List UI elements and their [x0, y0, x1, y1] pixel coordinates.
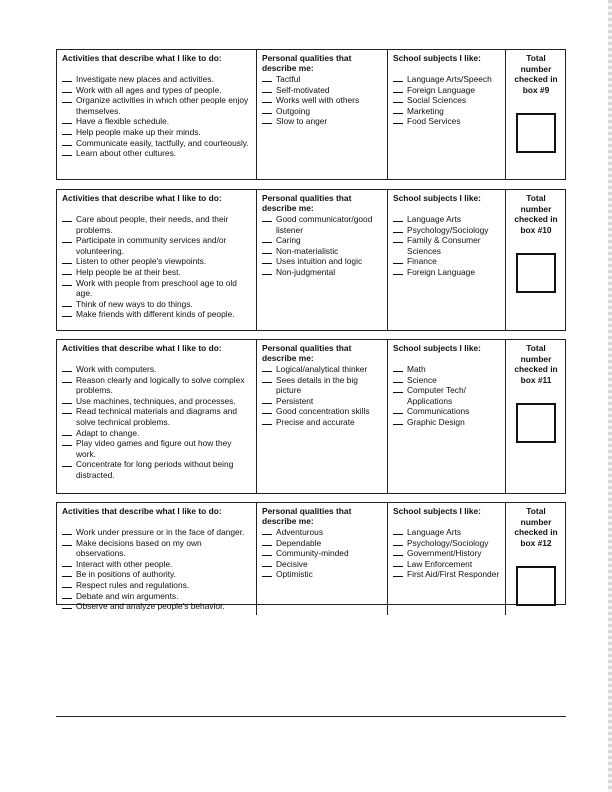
checkbox-blank[interactable] — [393, 548, 403, 556]
checkbox-blank[interactable] — [393, 267, 403, 275]
activity-item-label: Work under pressure or in the face of danger. — [76, 527, 245, 537]
subject-item-label: Foreign Language — [407, 266, 475, 277]
subject-item-label: Science — [407, 374, 437, 385]
subject-item — [393, 406, 501, 417]
quality-item — [262, 396, 383, 407]
checkbox-blank[interactable] — [62, 267, 72, 275]
checkbox-blank[interactable] — [393, 214, 403, 222]
checkbox-blank[interactable] — [262, 85, 272, 93]
quality-item-label: Works well with others — [276, 95, 360, 106]
section-box — [56, 189, 566, 331]
checkbox-blank[interactable] — [62, 299, 72, 307]
quality-item-label: Slow to anger — [276, 116, 328, 127]
checkbox-blank[interactable] — [262, 559, 272, 567]
activities-header: Activities that describe what I like to do: — [62, 506, 222, 516]
checkbox-blank[interactable] — [62, 138, 72, 146]
activity-item — [62, 428, 252, 439]
quality-item — [262, 95, 383, 106]
activity-item-label: Respect rules and regulations. — [76, 579, 190, 590]
activity-item-label: Make decisions based on my own observations. — [76, 537, 202, 559]
activity-item-label: Help people be at their best. — [76, 266, 181, 277]
subjects-column — [388, 50, 506, 179]
subject-item — [393, 235, 501, 256]
quality-item-label: Non-judgmental — [276, 266, 336, 277]
quality-item-label: Good communicator/good listener — [276, 214, 373, 235]
activity-item — [62, 375, 252, 396]
checkbox-blank[interactable] — [262, 538, 272, 546]
total-input-box[interactable] — [516, 253, 556, 293]
activity-item — [62, 278, 252, 299]
quality-item — [262, 559, 383, 570]
activity-item — [62, 299, 252, 310]
checkbox-blank[interactable] — [62, 214, 72, 222]
subject-item-label: Law Enforcement — [407, 558, 473, 569]
checkbox-blank[interactable] — [262, 527, 272, 535]
checkbox-blank[interactable] — [62, 580, 72, 588]
activity-item — [62, 569, 252, 580]
qualities-header: Personal qualities that describe me: — [262, 506, 352, 526]
checkbox-blank[interactable] — [262, 116, 272, 124]
subject-item — [393, 225, 501, 236]
quality-item-label: Non-materialistic — [276, 245, 339, 256]
quality-item-label: Tactful — [276, 74, 301, 84]
activity-item-label: Organize activities in which other people enjoy themselves. — [76, 95, 249, 116]
activity-item-label: Reason clearly and logically to solve complex problems. — [76, 374, 245, 396]
quality-item-label: Self-motivated — [276, 84, 330, 95]
activity-item — [62, 74, 252, 85]
subject-item-label: Math — [407, 364, 426, 374]
total-input-box[interactable] — [516, 403, 556, 443]
checkbox-blank[interactable] — [393, 417, 403, 425]
qualities-header: Personal qualities that describe me: — [262, 343, 352, 363]
subject-item-label: Family & Consumer Sciences — [407, 235, 481, 256]
checkbox-blank[interactable] — [262, 95, 272, 103]
checkbox-blank[interactable] — [62, 396, 72, 404]
activity-item-label: Help people make up their minds. — [76, 126, 201, 137]
quality-item — [262, 364, 383, 375]
subject-item — [393, 559, 501, 570]
subject-item-label: First Aid/First Responder — [407, 569, 500, 580]
checkbox-blank[interactable] — [62, 375, 72, 383]
checkbox-blank[interactable] — [62, 538, 72, 546]
checkbox-blank[interactable] — [393, 116, 403, 124]
total-input-box[interactable] — [516, 113, 556, 153]
quality-item — [262, 256, 383, 267]
subject-item-label: Language Arts — [407, 214, 462, 224]
subject-item — [393, 527, 501, 538]
activity-item-label: Adapt to change. — [76, 427, 140, 438]
activity-item — [62, 138, 252, 149]
subject-item — [393, 74, 501, 85]
quality-item — [262, 235, 383, 246]
subject-item — [393, 214, 501, 225]
subjects-column — [388, 340, 506, 493]
checkbox-blank[interactable] — [393, 256, 403, 264]
subject-item — [393, 95, 501, 106]
quality-item-label: Dependable — [276, 537, 322, 548]
subjects-header: School subjects I like: — [393, 343, 481, 353]
subject-item-label: Marketing — [407, 105, 444, 116]
activity-item — [62, 85, 252, 96]
subjects-column — [388, 190, 506, 330]
checkbox-blank[interactable] — [62, 127, 72, 135]
quality-item — [262, 246, 383, 257]
subject-item — [393, 267, 501, 278]
quality-item — [262, 417, 383, 428]
activity-item-label: Think of new ways to do things. — [76, 298, 193, 309]
quality-item-label: Community-minded — [276, 548, 349, 559]
subjects-header: School subjects I like: — [393, 53, 481, 63]
checkbox-blank[interactable] — [393, 85, 403, 93]
activity-item-label: Learn about other cultures. — [76, 148, 177, 159]
checkbox-blank[interactable] — [262, 569, 272, 577]
subject-item-label: Language Arts/Speech — [407, 74, 492, 84]
checkbox-blank[interactable] — [62, 559, 72, 567]
quality-item — [262, 214, 383, 235]
checkbox-blank[interactable] — [393, 74, 403, 82]
checkbox-blank[interactable] — [393, 364, 403, 372]
activities-column — [57, 190, 257, 330]
quality-item-label: Precise and accurate — [276, 416, 355, 427]
activity-item-label: Play video games and figure out how they work. — [76, 438, 232, 459]
checkbox-blank[interactable] — [262, 406, 272, 414]
checkbox-blank[interactable] — [62, 428, 72, 436]
quality-item — [262, 74, 383, 85]
subject-item-label: Psychology/Sociology — [407, 537, 489, 548]
checkbox-blank[interactable] — [262, 246, 272, 254]
quality-item-label: Outgoing — [276, 105, 310, 116]
activity-item — [62, 95, 252, 116]
activity-item — [62, 527, 252, 538]
quality-item — [262, 267, 383, 278]
activity-item-label: Investigate new places and activities. — [76, 74, 214, 84]
checkbox-blank[interactable] — [62, 116, 72, 124]
activity-item-label: Use machines, techniques, and processes. — [76, 395, 236, 406]
subject-item-label: Finance — [407, 256, 437, 267]
quality-item-label: Adventurous — [276, 527, 324, 537]
total-input-box[interactable] — [516, 566, 556, 606]
checkbox-blank[interactable] — [393, 527, 403, 535]
scan-edge — [608, 0, 612, 792]
activities-header: Activities that describe what I like to do: — [62, 193, 222, 203]
checkbox-blank[interactable] — [262, 256, 272, 264]
checkbox-blank[interactable] — [393, 95, 403, 103]
activity-item — [62, 591, 252, 602]
activities-column — [57, 503, 257, 615]
activity-item — [62, 406, 252, 427]
checkbox-blank[interactable] — [393, 106, 403, 114]
activity-item — [62, 127, 252, 138]
activity-item — [62, 580, 252, 591]
activity-item-label: Work with all ages and types of people. — [76, 84, 222, 95]
quality-item — [262, 406, 383, 417]
qualities-header: Personal qualities that describe me: — [262, 53, 352, 73]
checkbox-blank[interactable] — [262, 548, 272, 556]
subject-item — [393, 85, 501, 96]
total-column — [506, 50, 565, 179]
activity-item — [62, 459, 252, 480]
quality-item-label: Persistent — [276, 395, 314, 406]
quality-item — [262, 116, 383, 127]
checkbox-blank[interactable] — [393, 375, 403, 383]
qualities-column — [257, 340, 388, 493]
subject-item — [393, 417, 501, 428]
total-label: Total number checked in box #10 — [514, 193, 558, 235]
activity-item-label: Concentrate for long periods without being distracted. — [76, 459, 234, 480]
checkbox-blank[interactable] — [62, 235, 72, 243]
checkbox-blank[interactable] — [262, 74, 272, 82]
qualities-column — [257, 503, 388, 615]
activities-header: Activities that describe what I like to do: — [62, 343, 222, 353]
activity-item-label: Have a flexible schedule. — [76, 116, 170, 127]
subject-item-label: Foreign Language — [407, 84, 475, 95]
checkbox-blank[interactable] — [262, 235, 272, 243]
total-column — [506, 190, 565, 330]
checkbox-blank[interactable] — [62, 256, 72, 264]
checkbox-blank[interactable] — [393, 385, 403, 393]
subject-item-label: Language Arts — [407, 527, 462, 537]
activity-item-label: Make friends with different kinds of people. — [76, 309, 235, 320]
checkbox-blank[interactable] — [62, 95, 72, 103]
qualities-column — [257, 190, 388, 330]
activity-item — [62, 235, 252, 256]
quality-item — [262, 375, 383, 396]
footer-rule — [56, 716, 566, 717]
checkbox-blank[interactable] — [62, 309, 72, 317]
subject-item — [393, 385, 501, 406]
quality-item — [262, 548, 383, 559]
quality-item-label: Good concentration skills — [276, 406, 370, 417]
checkbox-blank[interactable] — [62, 74, 72, 82]
activity-item — [62, 396, 252, 407]
subject-item-label: Computer Tech/ Applications — [407, 385, 466, 406]
activities-column — [57, 340, 257, 493]
checkbox-blank[interactable] — [62, 438, 72, 446]
activity-item — [62, 364, 252, 375]
checkbox-blank[interactable] — [62, 364, 72, 372]
checkbox-blank[interactable] — [262, 267, 272, 275]
checkbox-blank[interactable] — [262, 417, 272, 425]
checkbox-blank[interactable] — [62, 527, 72, 535]
activity-item-label: Observe and analyze people's behavior. — [76, 601, 225, 612]
activity-item — [62, 267, 252, 278]
subjects-column — [388, 503, 506, 615]
checkbox-blank[interactable] — [62, 148, 72, 156]
activity-item — [62, 538, 252, 559]
qualities-column — [257, 50, 388, 179]
section-box — [56, 339, 566, 494]
quality-item — [262, 538, 383, 549]
subject-item — [393, 116, 501, 127]
checkbox-blank[interactable] — [262, 375, 272, 383]
activity-item-label: Work with computers. — [76, 364, 157, 374]
activity-item — [62, 116, 252, 127]
subjects-header: School subjects I like: — [393, 193, 481, 203]
activity-item-label: Be in positions of authority. — [76, 569, 176, 580]
quality-item — [262, 106, 383, 117]
subject-item — [393, 364, 501, 375]
subject-item — [393, 538, 501, 549]
checkbox-blank[interactable] — [62, 278, 72, 286]
total-column — [506, 340, 565, 493]
activities-header: Activities that describe what I like to do: — [62, 53, 222, 63]
quality-item — [262, 85, 383, 96]
checkbox-blank[interactable] — [62, 406, 72, 414]
activity-item — [62, 601, 252, 612]
quality-item-label: Optimistic — [276, 569, 313, 580]
activity-item — [62, 214, 252, 235]
subject-item — [393, 569, 501, 580]
activity-item-label: Read technical materials and diagrams and solve technical problems. — [76, 406, 238, 427]
activity-item — [62, 559, 252, 570]
checkbox-blank[interactable] — [262, 396, 272, 404]
checkbox-blank[interactable] — [262, 106, 272, 114]
subject-item — [393, 548, 501, 559]
quality-item-label: Logical/analytical thinker — [276, 364, 368, 374]
subject-item — [393, 106, 501, 117]
subject-item-label: Psychology/Sociology — [407, 224, 489, 235]
activity-item-label: Care about people, their needs, and their problems. — [76, 214, 229, 235]
subject-item-label: Social Sciences — [407, 95, 467, 106]
checkbox-blank[interactable] — [393, 538, 403, 546]
checkbox-blank[interactable] — [62, 591, 72, 599]
activity-item-label: Interact with other people. — [76, 558, 173, 569]
subject-item-label: Food Services — [407, 116, 461, 127]
checkbox-blank[interactable] — [393, 569, 403, 577]
subjects-header: School subjects I like: — [393, 506, 481, 516]
checkbox-blank[interactable] — [262, 364, 272, 372]
quality-item — [262, 569, 383, 580]
subject-item — [393, 256, 501, 267]
subject-item-label: Government/History — [407, 548, 482, 559]
quality-item-label: Decisive — [276, 558, 308, 569]
subject-item-label: Communications — [407, 406, 470, 417]
total-label: Total number checked in box #9 — [514, 53, 558, 95]
quality-item-label: Uses intuition and logic — [276, 256, 363, 267]
checkbox-blank[interactable] — [262, 214, 272, 222]
activity-item — [62, 256, 252, 267]
activity-item-label: Debate and win arguments. — [76, 590, 179, 601]
subject-item — [393, 375, 501, 386]
activity-item — [62, 438, 252, 459]
activity-item-label: Listen to other people's viewpoints. — [76, 256, 207, 267]
quality-item-label: Caring — [276, 235, 301, 246]
checkbox-blank[interactable] — [62, 569, 72, 577]
checkbox-blank[interactable] — [393, 406, 403, 414]
checkbox-blank[interactable] — [393, 235, 403, 243]
activity-item — [62, 309, 252, 320]
checkbox-blank[interactable] — [62, 85, 72, 93]
activity-item-label: Work with people from preschool age to old age. — [76, 277, 237, 299]
activity-item-label: Participate in community services and/or volunteering. — [76, 235, 227, 256]
subject-item-label: Graphic Design — [407, 416, 465, 427]
checkbox-blank[interactable] — [62, 459, 72, 467]
checkbox-blank[interactable] — [393, 225, 403, 233]
total-column — [506, 503, 565, 615]
total-label: Total number checked in box #12 — [514, 506, 558, 548]
activity-item — [62, 148, 252, 159]
quality-item — [262, 527, 383, 538]
qualities-header: Personal qualities that describe me: — [262, 193, 352, 213]
total-label: Total number checked in box #11 — [514, 343, 558, 385]
checkbox-blank[interactable] — [62, 601, 72, 609]
activities-column — [57, 50, 257, 179]
section-box — [56, 502, 566, 612]
activity-item-label: Communicate easily, tactfully, and courteously. — [76, 137, 249, 148]
section-box — [56, 49, 566, 180]
checkbox-blank[interactable] — [393, 559, 403, 567]
quality-item-label: Sees details in the big picture — [276, 374, 358, 396]
